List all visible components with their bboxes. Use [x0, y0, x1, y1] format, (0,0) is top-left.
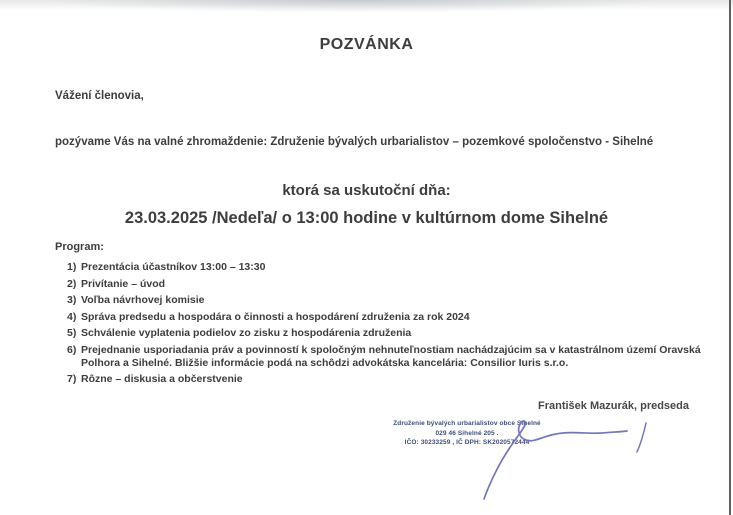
program-item-number: 5): [67, 327, 77, 339]
program-item-7: [67, 373, 707, 386]
program-item-text: Voľba návrhovej komisie: [81, 294, 205, 306]
salutation-line: Vážení členovia,: [55, 90, 144, 102]
program-item-text: Správa predsedu a hospodára o činnosti a hospodárení združenia za rok 2024: [81, 310, 470, 323]
stamp-address: 029 46 Sihelné 205 .: [435, 429, 499, 437]
document-title: POZVÁNKA: [319, 36, 414, 53]
stamp-registration-ids: IČO: 30233259 , IČ DPH: SK2020572444: [404, 439, 530, 446]
stamp-org-name: Združenie bývalých urbarialistov obce Sihelné: [393, 420, 541, 427]
program-item-number: 6): [67, 343, 77, 356]
scan-shadow-top: [0, 0, 733, 12]
event-date-venue: 23.03.2025 /Nedeľa/ o 13:00 hodine v kultúrnom dome Sihelné: [124, 209, 609, 227]
program-label: Program:: [55, 241, 104, 253]
program-item-1: [67, 261, 707, 274]
program-item-text: Rôzne – diskusia a občerstvenie: [81, 373, 243, 385]
event-when-heading: ktorá sa uskutoční dňa:: [282, 182, 451, 199]
signer-name: František Mazurák, predseda: [538, 400, 690, 412]
program-item-text: Prejednanie usporiadania práv a povinností k spoločným nehnuteľnostiam nachádzajúcim sa v katastrálnom území Oravská Polhora a Sihelné. Bližšie informácie podá na schôdzi advokátska kancelária: Consilior Iuris s.r.o.: [81, 343, 701, 369]
invitation-line: pozývame Vás na valné zhromaždenie: Združenie bývalých urbarialistov – pozemkové spoločenstvo - Sihelné: [55, 136, 654, 148]
program-item-text: Prezentácia účastníkov 13:00 – 13:30: [81, 261, 266, 273]
program-item-number: 1): [67, 261, 77, 273]
program-item-number: 3): [67, 294, 77, 306]
program-item-number: 4): [67, 310, 77, 323]
program-item-6: [67, 344, 707, 370]
program-item-number: 7): [67, 373, 77, 385]
program-list: [67, 261, 707, 390]
program-item-text: Schválenie vyplatenia podielov zo zisku z hospodárenia združenia: [81, 327, 412, 339]
program-item-number: 2): [67, 277, 77, 290]
signature-flourish-stroke: [637, 423, 646, 452]
program-item-4: [67, 311, 707, 324]
program-item-2: [67, 278, 707, 291]
program-item-5: [67, 327, 707, 340]
program-item-text: Privítanie – úvod: [81, 277, 166, 290]
organization-stamp: [393, 419, 541, 448]
scan-edge-right: [729, 0, 731, 515]
program-item-3: [67, 294, 707, 307]
